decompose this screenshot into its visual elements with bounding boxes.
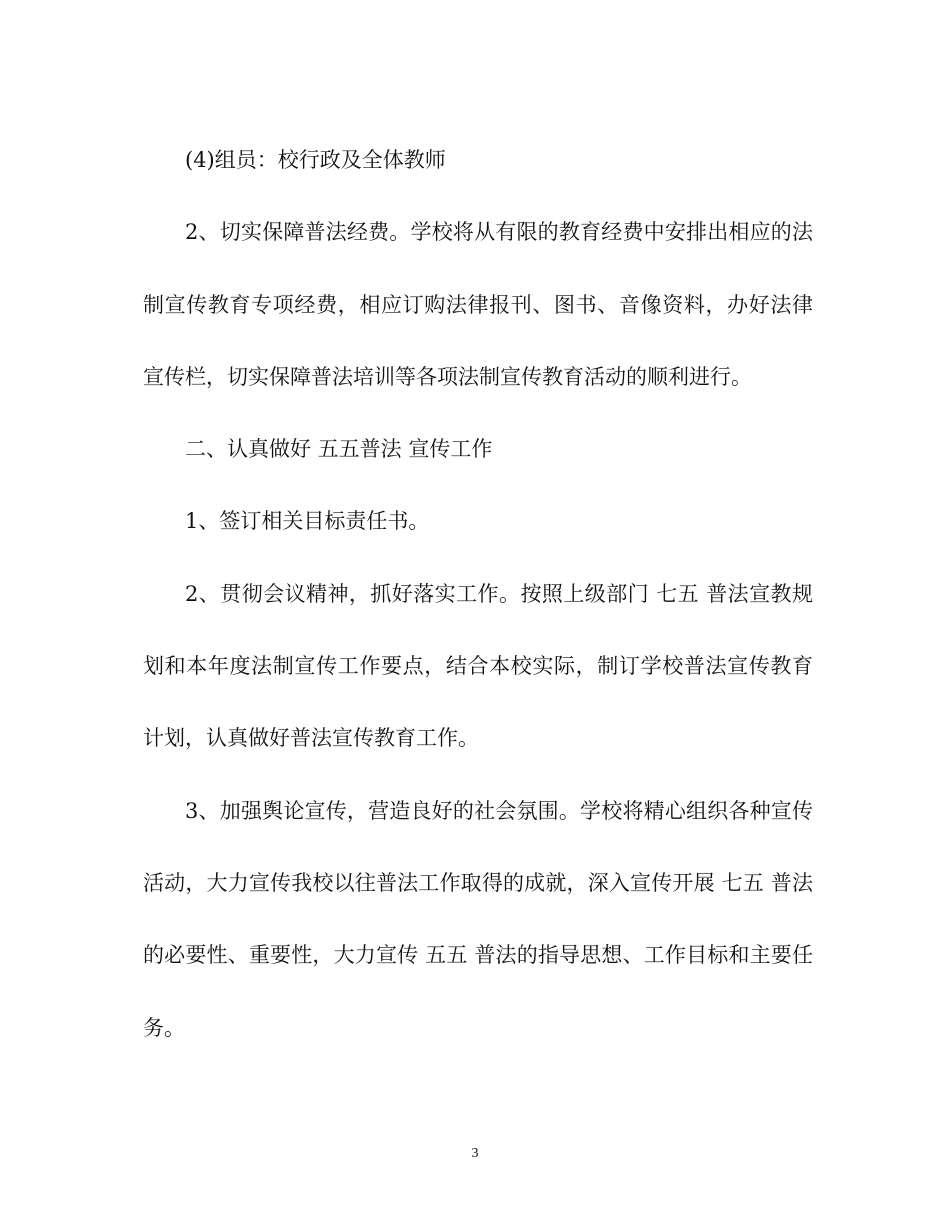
paragraph-responsibility: 1、签订相关目标责任书。 <box>185 509 430 534</box>
paragraph-team-members: (4)组员：校行政及全体教师 <box>185 148 446 172</box>
paragraph-public-opinion: 3、加强舆论宣传，营造良好的社会氛围。学校将精心组织各种宣传活动，大力宣传我校以往普法工作取得的成就，深入宣传开展 七五 普法的必要性、重要性，大力宣传 五五 普法的指导思想、工作目标和主要任务。 <box>143 798 813 1040</box>
page-number: 3 <box>471 1146 479 1161</box>
paragraph-funding: 2、切实保障普法经费。学校将从有限的教育经费中安排出相应的法制宣传教育专项经费，相应订购法律报刊、图书、音像资料，办好法律宣传栏，切实保障普法培训等各项法制宣传教育活动的顺利进行。 <box>143 220 813 389</box>
document-body <box>143 124 813 1064</box>
section-heading-publicity: 二、认真做好 五五普法 宣传工作 <box>185 437 493 462</box>
paragraph-implementation: 2、贯彻会议精神，抓好落实工作。按照上级部门 七五 普法宣教规划和本年度法制宣传工作要点，结合本校实际，制订学校普法宣传教育计划，认真做好普法宣传教育工作。 <box>143 581 813 751</box>
